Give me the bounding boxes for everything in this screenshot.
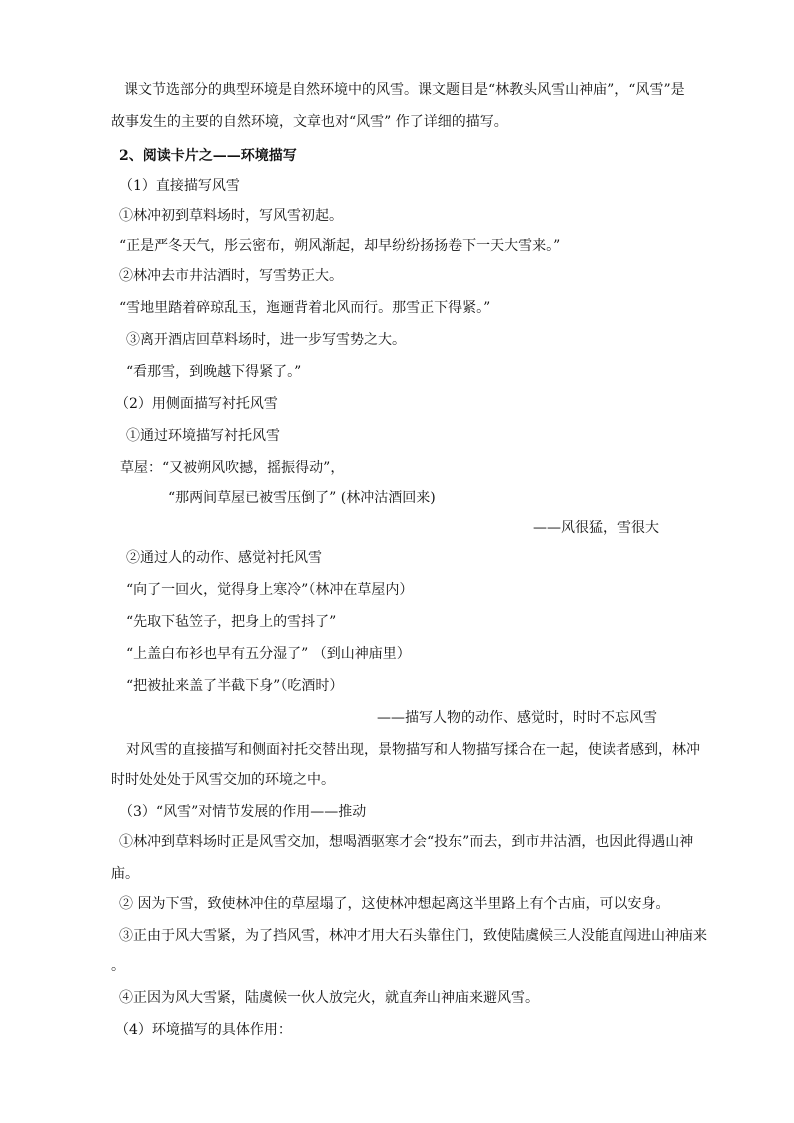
paragraph-line: ③离开酒店回草料场时，进一步写雪势之大。	[126, 332, 406, 348]
paragraph-line: 故事发生的主要的自然环境，文章也对“风雪” 作了详细的描写。	[111, 114, 508, 130]
quote-line: “向了一回火，觉得身上寒冷”（林冲在草屋内）	[126, 582, 414, 598]
paragraph-line: ② 因为下雪，致使林冲住的草屋塌了，这使林冲想起离这半里路上有个古庙，可以安身。	[119, 896, 670, 912]
subheading: （4）环境描写的具体作用：	[115, 1022, 292, 1038]
quote-line: “那两间草屋已被雪压倒了” (林冲沽酒回来)	[168, 490, 436, 506]
paragraph-line: 庙。	[111, 866, 139, 882]
quote-line: “看那雪，到晚越下得紧了。”	[126, 364, 302, 380]
paragraph-line: ④正因为风大雪紧，陆虞候一伙人放完火，就直奔山神庙来避风雪。	[119, 990, 539, 1006]
quote-line: “先取下毡笠子，把身上的雪抖了”	[126, 614, 337, 630]
quote-line: “雪地里踏着碎琼乱玉，迤逦背着北风而行。那雪正下得紧。”	[119, 300, 491, 316]
quote-line: 草屋：“又被朔风吹撼，摇振得动”，	[120, 460, 345, 476]
paragraph-line: ②通过人的动作、感觉衬托风雪	[126, 550, 322, 566]
paragraph-line: 时时处处处于风雪交加的环境之中。	[111, 772, 335, 788]
paragraph-line: 课文节选部分的典型环境是自然环境中的风雪。课文题目是“林教头风雪山神庙”，“风雪”是	[124, 82, 685, 98]
quote-line: “上盖白布衫也早有五分湿了” （到山神庙里）	[126, 646, 411, 662]
paragraph-line: 对风雪的直接描写和侧面衬托交替出现，景物描写和人物描写揉合在一起，使读者感到，林冲	[126, 742, 700, 758]
summary-line: ——风很猛，雪很大	[533, 520, 659, 536]
paragraph-line: 。	[111, 958, 125, 974]
quote-line: “把被扯来盖了半截下身”（吃酒时）	[126, 678, 344, 694]
paragraph-line: ②林冲去市井沽酒时，写雪势正大。	[119, 268, 343, 284]
summary-line: ——描写人物的动作、感觉时，时时不忘风雪	[377, 710, 657, 726]
quote-line: “正是严冬天气，彤云密布，朔风渐起，却早纷纷扬扬卷下一天大雪来。”	[119, 238, 561, 254]
paragraph-line: ①林冲到草料场时正是风雪交加，想喝酒驱寒才会“投东”而去，到市井沽酒，也因此得遇山神	[119, 834, 694, 850]
paragraph-line: ③正由于风大雪紧，为了挡风雪，林冲才用大石头靠住门，致使陆虞候三人没能直闯进山神庙来	[119, 928, 707, 944]
paragraph-line: ①通过环境描写衬托风雪	[126, 428, 280, 444]
section-heading: 2、阅读卡片之——环境描写	[119, 148, 297, 164]
paragraph-line: ①林冲初到草料场时，写风雪初起。	[119, 208, 343, 224]
subheading: （1）直接描写风雪	[119, 178, 240, 194]
subheading: （2）用侧面描写衬托风雪	[115, 396, 278, 412]
subheading: （3）“风雪”对情节发展的作用——推动	[119, 804, 367, 820]
